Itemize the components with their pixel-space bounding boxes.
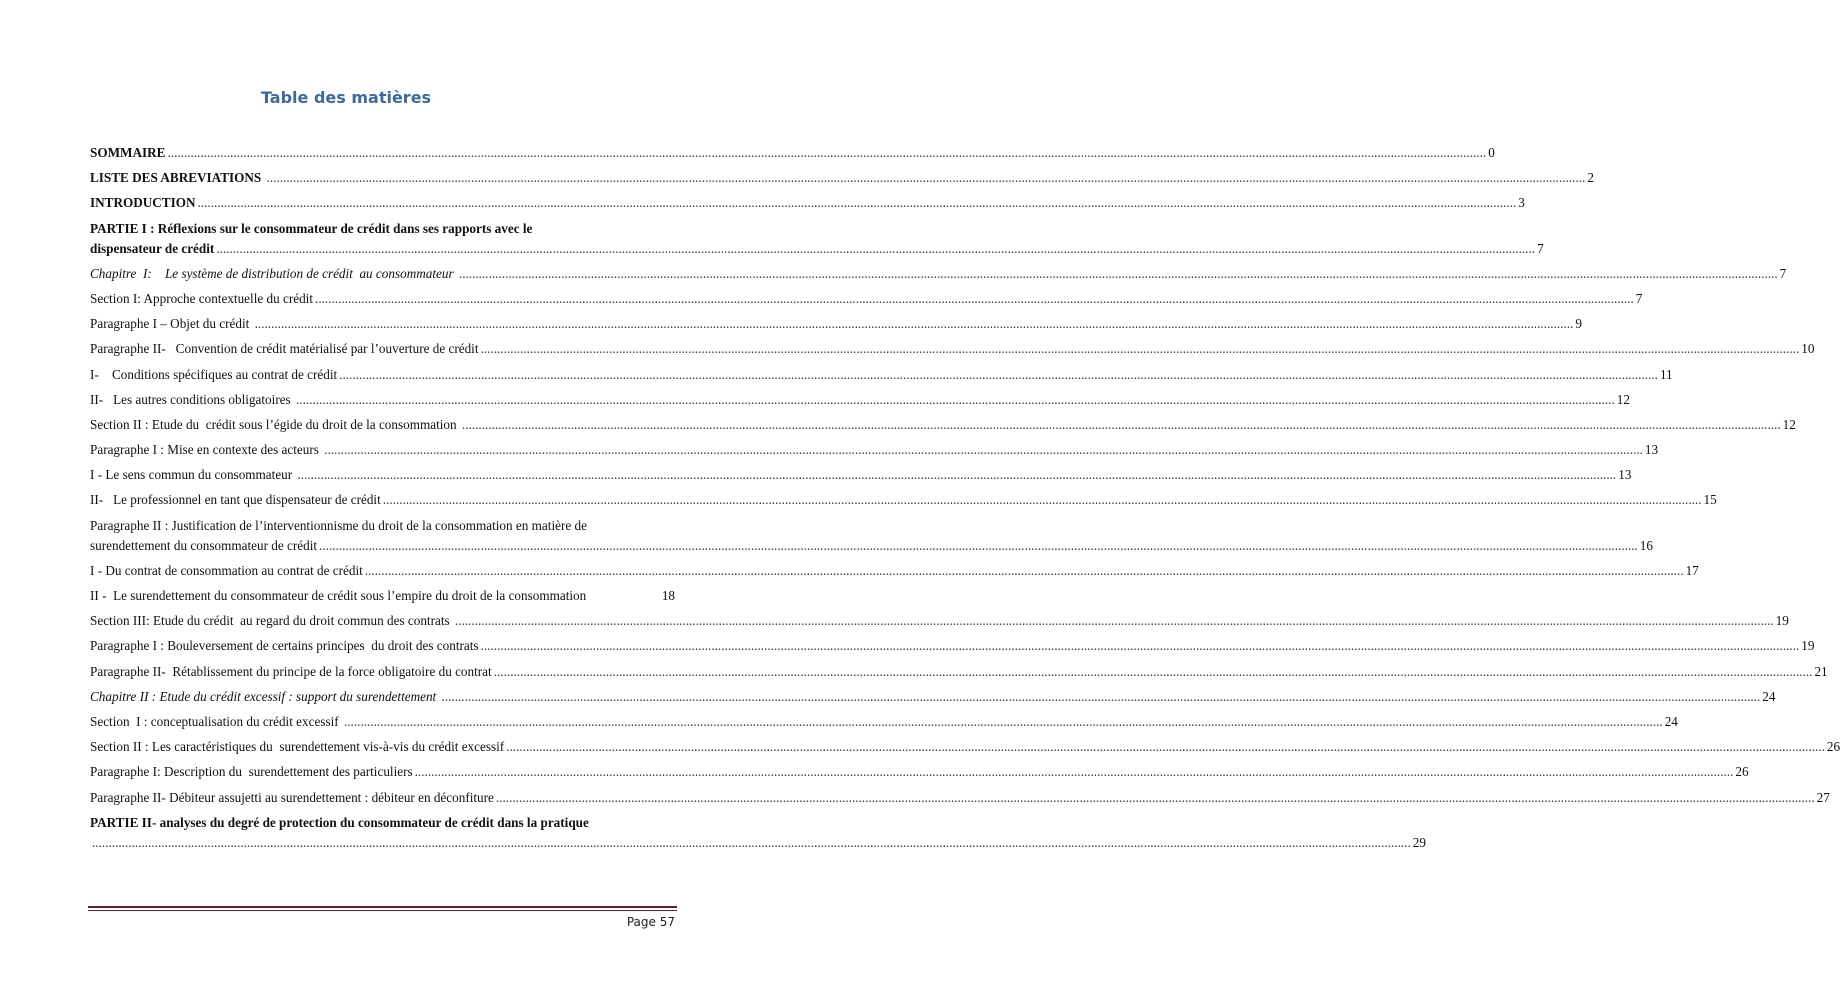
toc-page-number: 12: [1782, 416, 1796, 432]
toc-entry-text: SOMMAIRE: [90, 145, 166, 160]
toc-entry-text: Chapitre II : Etude du crédit excessif : support du surendettement: [90, 688, 440, 704]
toc-page-number: 26: [1826, 739, 1840, 755]
toc-leader-dots: ................................................................................................................................................................................................................................................................................................................................................................................................................: [296, 391, 1615, 407]
toc-entry-title-line: Paragraphe II : Justification de l’interventionnisme du droit de la consommation en matière de: [90, 517, 587, 533]
toc-entry-text: II- Le professionnel en tant que dispensateur de crédit: [90, 492, 381, 508]
toc-page-number: 18: [661, 588, 675, 603]
toc-page-number: 9: [1575, 316, 1582, 332]
toc-entry[interactable]: [90, 712, 1678, 732]
toc-entry-text: Paragraphe I : Bouleversement de certains principes du droit des contrats: [90, 638, 479, 654]
toc-entry[interactable]: [90, 561, 1699, 581]
toc-leader-dots: ................................................................................................................................................................................................................................................................................................................................................................................................................: [441, 688, 1761, 704]
toc-leader-dots: ................................................................................................................................................................................................................................................................................................................................................................................................................: [197, 195, 1517, 211]
toc-page-number: 2: [1587, 170, 1594, 186]
toc-leader-dots: ................................................................................................................................................................................................................................................................................................................................................................................................................: [92, 834, 1411, 850]
toc-entry-text: I - Du contrat de consommation au contrat de crédit: [90, 562, 363, 578]
toc-entry-text: Section I: Approche contextuelle du crédit: [90, 290, 314, 306]
toc-leader-dots: ................................................................................................................................................................................................................................................................................................................................................................................................................: [254, 316, 1574, 332]
toc-page-number: 27: [1816, 789, 1830, 805]
toc-leader-dots: ................................................................................................................................................................................................................................................................................................................................................................................................................: [339, 366, 1658, 382]
page-number: Page 57: [626, 915, 675, 929]
toc-entry[interactable]: [90, 193, 1525, 213]
toc-leader-dots: ................................................................................................................................................................................................................................................................................................................................................................................................................: [319, 537, 1638, 553]
toc-page-number: 24: [1762, 688, 1776, 704]
toc-entry-text: II - Le surendettement du consommateur de crédit sous l’empire du droit de la consommation: [90, 588, 587, 603]
toc-entry[interactable]: [90, 264, 1787, 284]
toc-page-number: 26: [1735, 764, 1749, 780]
toc-entry-text: Paragraphe II- Convention de crédit matérialisé par l’ouverture de crédit: [90, 341, 479, 357]
toc-page-number: 12: [1616, 391, 1630, 407]
toc-page-number: 17: [1685, 562, 1699, 578]
toc-leader-dots: ................................................................................................................................................................................................................................................................................................................................................................................................................: [167, 145, 1487, 160]
toc-page-number: 16: [1639, 537, 1653, 553]
toc-entry-text: LISTE DES ABREVIATIONS: [90, 170, 265, 186]
toc-leader-dots: ................................................................................................................................................................................................................................................................................................................................................................................................................: [480, 341, 1800, 357]
toc-entry[interactable]: [90, 762, 1749, 782]
toc-page-number: 0: [1488, 145, 1495, 160]
toc-entry-text: Paragraphe I : Mise en contexte des acteurs: [90, 442, 323, 458]
toc-entry-text: surendettement du consommateur de crédit: [90, 537, 318, 553]
toc-leader-dots: ................................................................................................................................................................................................................................................................................................................................................................................................................: [458, 265, 1778, 281]
toc-leader-dots: ................................................................................................................................................................................................................................................................................................................................................................................................................: [480, 638, 1800, 654]
toc-page-number: 7: [1779, 265, 1787, 281]
toc-entry[interactable]: [90, 415, 1796, 435]
toc-entry[interactable]: [90, 586, 675, 606]
toc-entry[interactable]: [90, 143, 1495, 163]
toc-entry-text: I - Le sens commun du consommateur: [90, 467, 296, 483]
toc-entry[interactable]: [90, 440, 1659, 460]
toc-page-number: 21: [1814, 663, 1828, 679]
toc-leader-dots: ................................................................................................................................................................................................................................................................................................................................................................................................................: [315, 290, 1634, 306]
toc-entry[interactable]: [90, 168, 1594, 188]
toc-leader-dots: ................................................................................................................................................................................................................................................................................................................................................................................................................: [493, 663, 1813, 679]
toc-page-number: 24: [1664, 713, 1678, 729]
toc-entry-text: Section III: Etude du crédit au regard du droit commun des contrats: [90, 613, 453, 629]
toc-entry[interactable]: [90, 737, 1840, 757]
toc-entry[interactable]: [90, 339, 1815, 359]
toc-leader-dots: ................................................................................................................................................................................................................................................................................................................................................................................................................: [216, 240, 1536, 256]
toc-leader-dots: ................................................................................................................................................................................................................................................................................................................................................................................................................: [461, 416, 1781, 432]
toc-entry-text: Section II : Les caractéristiques du surendettement vis-à-vis du crédit excessif: [90, 739, 505, 755]
toc-entry[interactable]: [90, 465, 1632, 485]
toc-entry[interactable]: [90, 289, 1643, 309]
toc-leader-dots: ................................................................................................................................................................................................................................................................................................................................................................................................................: [454, 613, 1774, 629]
toc-entry-text: I- Conditions spécifiques au contrat de crédit: [90, 366, 338, 382]
toc-page-number: 3: [1518, 195, 1525, 211]
toc-leader-dots: ................................................................................................................................................................................................................................................................................................................................................................................................................: [324, 442, 1643, 458]
footer-rule-thin: [88, 910, 677, 911]
footer-rule: [88, 906, 677, 908]
toc-entry[interactable]: [90, 219, 1544, 259]
toc-leader-dots: ................................................................................................................................................................................................................................................................................................................................................................................................................: [343, 713, 1663, 729]
toc-page-number: 15: [1703, 492, 1717, 508]
toc-entry[interactable]: [90, 490, 1717, 510]
toc-page-number: 7: [1635, 290, 1643, 306]
toc-entry-text: Paragraphe I – Objet du crédit: [90, 316, 253, 332]
toc-leader-dots: ................................................................................................................................................................................................................................................................................................................................................................................................................: [495, 789, 1815, 805]
toc-entry[interactable]: [90, 365, 1673, 385]
toc-leader-dots: ................................................................................................................................................................................................................................................................................................................................................................................................................: [414, 764, 1734, 780]
toc-page-number: 29: [1412, 834, 1426, 850]
toc-page-number: 7: [1537, 240, 1544, 256]
toc-page-number: 19: [1775, 613, 1789, 629]
toc-page-number: 19: [1801, 638, 1815, 654]
toc-leader-dots: ................................................................................................................................................................................................................................................................................................................................................................................................................: [266, 170, 1586, 186]
toc-entry[interactable]: [90, 390, 1630, 410]
toc-entry-text: Chapitre I: Le système de distribution de crédit au consommateur: [90, 265, 457, 281]
toc-page-number: 13: [1644, 442, 1659, 458]
toc-entry[interactable]: [90, 314, 1582, 334]
toc-title: Table des matières: [260, 88, 432, 107]
toc-entry[interactable]: [90, 662, 1828, 682]
toc-leader-dots: ................................................................................................................................................................................................................................................................................................................................................................................................................: [297, 467, 1617, 483]
toc-leader-dots: ................................................................................................................................................................................................................................................................................................................................................................................................................: [364, 562, 1684, 578]
toc-entry[interactable]: [90, 687, 1776, 707]
toc-entry[interactable]: [90, 788, 1830, 808]
toc-entry[interactable]: [90, 516, 1653, 556]
toc-entry-title-line: PARTIE II- analyses du degré de protection du consommateur de crédit dans la pratique: [90, 814, 589, 830]
toc-entry-text: II- Les autres conditions obligatoires: [90, 391, 294, 407]
toc-entry-text: INTRODUCTION: [90, 195, 196, 211]
toc-entry-title-line: PARTIE I : Réflexions sur le consommateur de crédit dans ses rapports avec le: [90, 220, 533, 236]
toc-entry-text: Section I : conceptualisation du crédit excessif: [90, 713, 342, 729]
toc-entry[interactable]: [90, 813, 1426, 853]
toc-page-number: 10: [1801, 341, 1815, 357]
toc-entry-text: Paragraphe II- Débiteur assujetti au surendettement : débiteur en déconfiture: [90, 789, 494, 805]
toc-list: [90, 143, 1840, 858]
toc-entry[interactable]: [90, 611, 1789, 631]
toc-page-number: 11: [1659, 366, 1673, 382]
toc-page-number: 13: [1618, 467, 1632, 483]
toc-entry-text: Paragraphe II- Rétablissement du principe de la force obligatoire du contrat: [90, 663, 492, 679]
toc-leader-dots: ................................................................................................................................................................................................................................................................................................................................................................................................................: [382, 492, 1702, 508]
toc-entry-text: Section II : Etude du crédit sous l’égide du droit de la consommation: [90, 416, 460, 432]
toc-entry-text: Paragraphe I: Description du surendettement des particuliers: [90, 764, 413, 780]
toc-entry[interactable]: [90, 636, 1815, 656]
toc-entry-text: dispensateur de crédit: [90, 240, 215, 256]
toc-leader-dots: ................................................................................................................................................................................................................................................................................................................................................................................................................: [506, 739, 1825, 755]
